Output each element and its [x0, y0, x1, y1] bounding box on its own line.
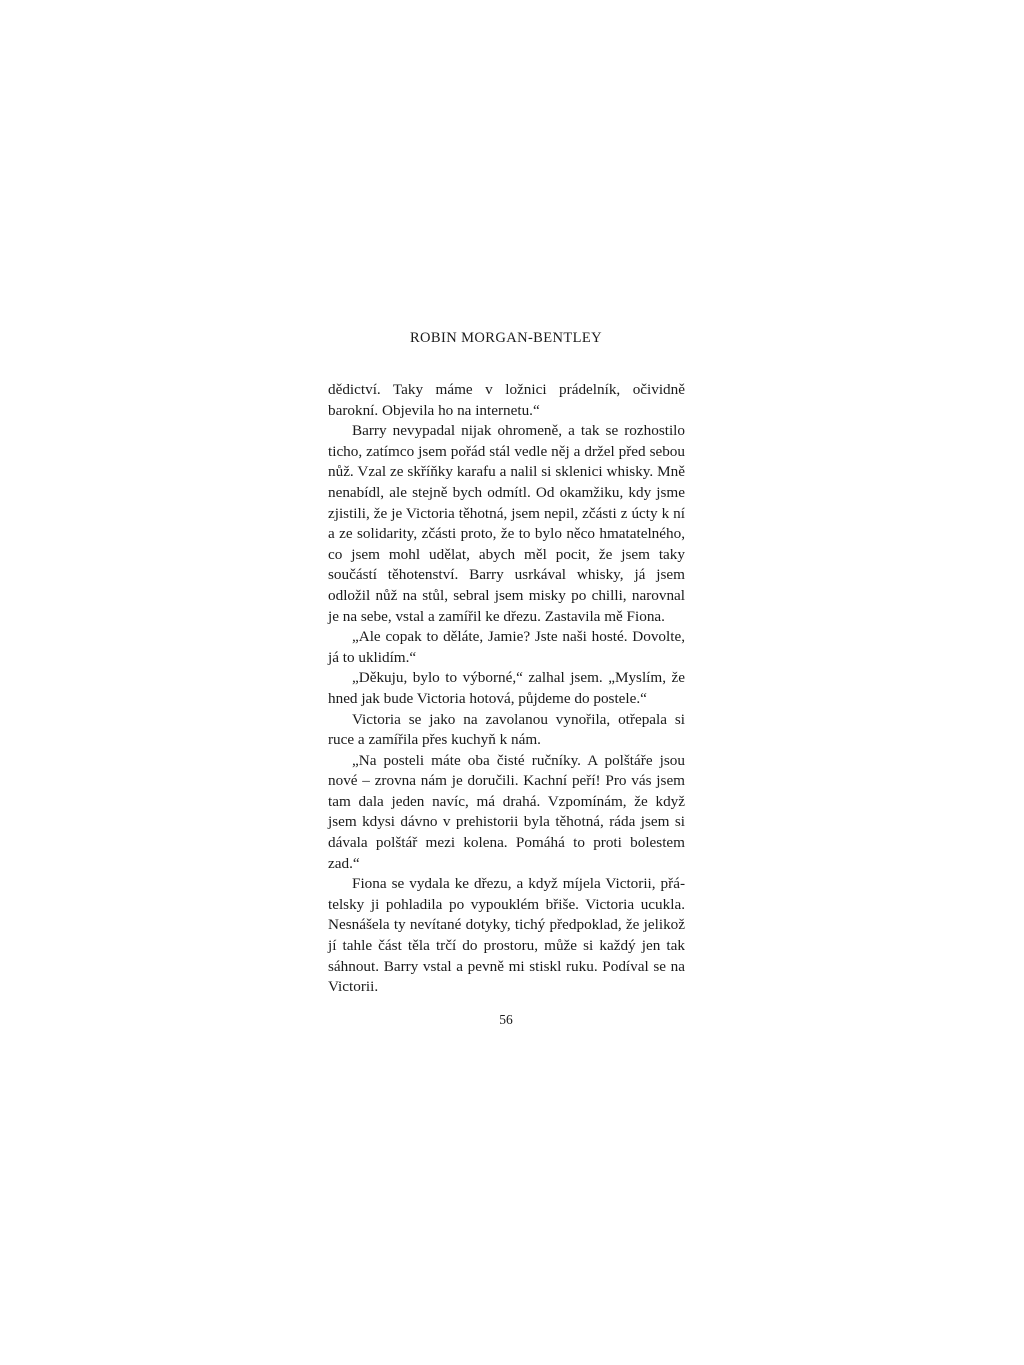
page-number: 56: [499, 1012, 513, 1027]
paragraph: Victoria se jako na zavolanou vynořila, otřepala si ruce a zamířila přes kuchyň k nám.: [328, 710, 685, 749]
paragraph: Fiona se vydala ke dřezu, a když míjela Victorii, přátelsky ji pohladila po vypouklém břiše. Victoria ucukla. Nesnášela ty nevítané dotyky, tichý předpoklad, že jelikož jí tahle část těla trčí do prostoru, může si každý jen tak sáhnout. Barry vstal a pevně mi stiskl ruku. Podíval se na Victorii.: [328, 875, 685, 996]
paragraph: Barry nevypadal nijak ohromeně, a tak se rozhostilo ticho, zatímco jsem pořád stál vedle něj a držel před sebou nůž. Vzal ze skříňky karafu a nalil si sklenici whisky. Mně nenabídl, ale stejně bych odmítl. Od okamžiku, kdy jsme zjistili, že je Victoria těhotná, jsem nepil, zčásti z úcty k ní a ze solidarity, zčásti proto, že to bylo něco hmatatelného, co jsem mohl udělat, abych měl pocit, že jsem taky součástí těhotenství. Barry usrkával whisky, já jsem odložil nůž na stůl, sebral jsem misky po chilli, narovnal je na sebe, vstal a zamířil ke dřezu. Zastavila mě Fiona.: [328, 422, 685, 625]
paragraph: „Děkuju, bylo to výborné,“ zalhal jsem. „Myslím, že hned jak bude Victoria hotová, půjdeme do postele.“: [328, 669, 685, 707]
paragraph: „Ale copak to děláte, Jamie? Jste naši hosté. Dovolte, já to uklidím.“: [328, 628, 685, 666]
running-head: ROBIN MORGAN-BENTLEY: [409, 330, 603, 346]
paragraph-continued: dědictví. Taky máme v ložnici prádelník, očividně barokní. Objevila ho na internetu.“: [328, 381, 685, 419]
paragraph: „Na posteli máte oba čisté ručníky. A polštáře jsou nové – zrovna nám je doručili. Kachní peří! Pro vás jsem tam dala jeden navíc, má drahá. Vzpomínám, že když jsem kdysi dávno v prehistorii byla těhotná, ráda jsem si dávala polštář mezi kolena. Pomáhá to proti bolestem zad.“: [328, 751, 685, 872]
body-text: [328, 380, 685, 998]
